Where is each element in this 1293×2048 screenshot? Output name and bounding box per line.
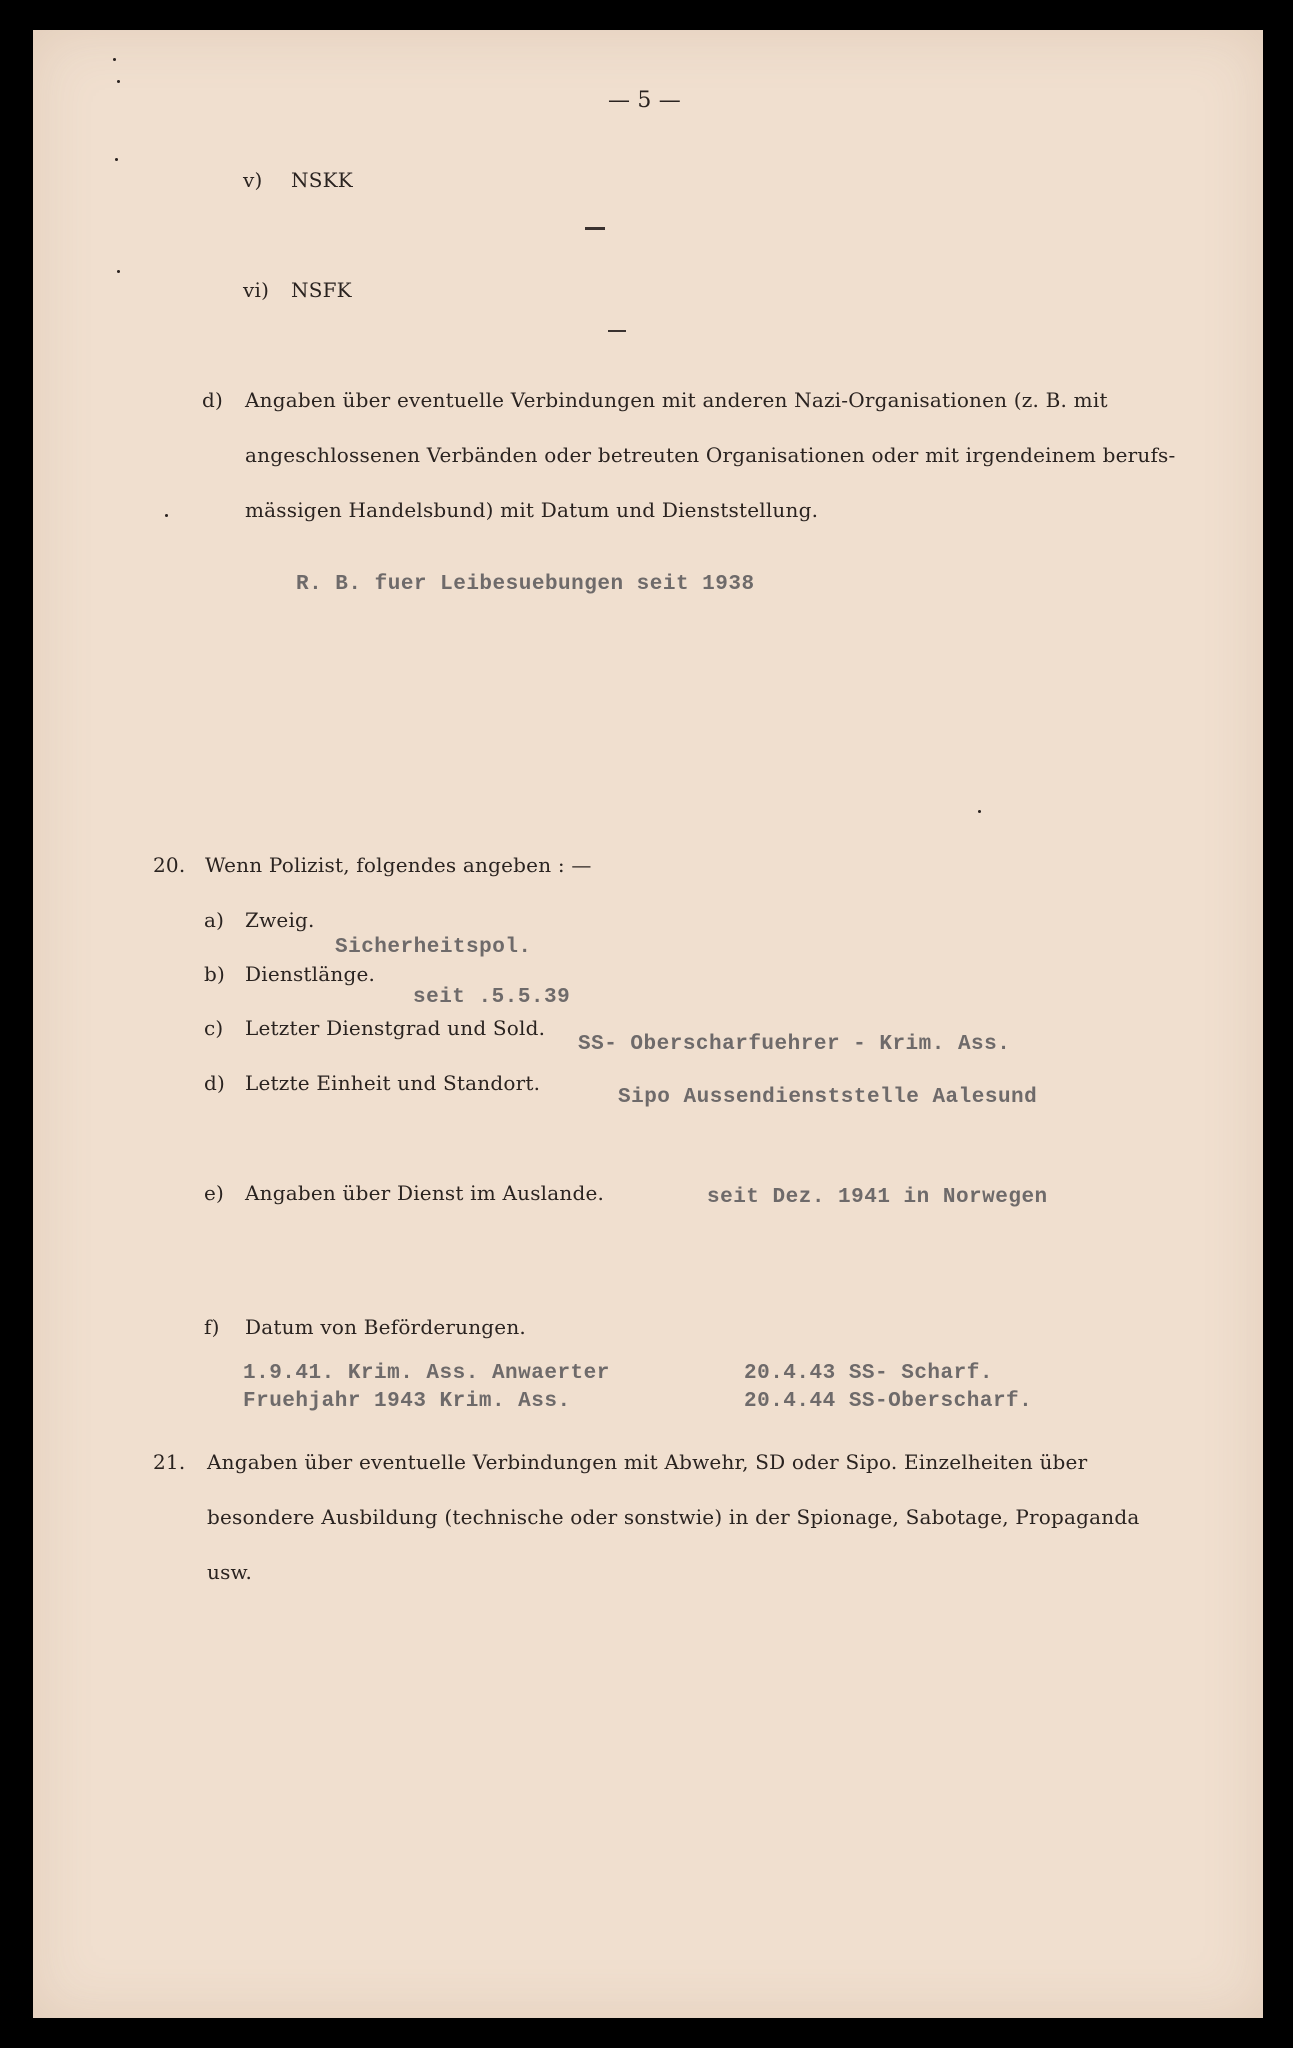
s20-c-text: Letzter Dienstgrad und Sold. bbox=[245, 1016, 546, 1040]
item-d-line3: mässigen Handelsbund) mit Datum und Dienststellung. bbox=[245, 498, 819, 522]
section20-title: Wenn Polizist, folgendes angeben : — bbox=[205, 853, 592, 877]
s20-c-label: c) bbox=[204, 1016, 224, 1040]
section21-line1: Angaben über eventuelle Verbindungen mit Abwehr, SD oder Sipo. Einzelheiten über bbox=[207, 1450, 1088, 1474]
blank-dash bbox=[608, 330, 626, 332]
blank-dash bbox=[585, 227, 605, 230]
s20-f-label: f) bbox=[204, 1315, 220, 1339]
item-vi-label: vi) bbox=[243, 278, 270, 302]
s20-e-text: Angaben über Dienst im Auslande. bbox=[245, 1181, 605, 1205]
section21-line3: usw. bbox=[207, 1560, 253, 1584]
s20-f-right-line2: 20.4.44 SS-Oberscharf. bbox=[744, 1390, 1033, 1413]
item-vi-text: NSFK bbox=[291, 278, 352, 302]
item-d-answer: R. B. fuer Leibesuebungen seit 1938 bbox=[296, 573, 755, 596]
ink-speck bbox=[117, 80, 120, 83]
s20-b-answer: seit .5.5.39 bbox=[413, 986, 571, 1009]
item-d-line2: angeschlossenen Verbänden oder betreuten Organisationen oder mit irgendeinem berufs- bbox=[245, 443, 1176, 467]
s20-b-text: Dienstlänge. bbox=[245, 962, 376, 986]
ink-speck bbox=[978, 810, 981, 813]
section21-line2: besondere Ausbildung (technische oder sonstwie) in der Spionage, Sabotage, Propaganda bbox=[207, 1505, 1140, 1529]
ink-speck bbox=[113, 58, 116, 61]
s20-a-text: Zweig. bbox=[245, 908, 315, 932]
s20-a-label: a) bbox=[204, 908, 225, 932]
s20-e-label: e) bbox=[204, 1181, 225, 1205]
item-d-line1: Angaben über eventuelle Verbindungen mit anderen Nazi-Organisationen (z. B. mit bbox=[245, 388, 1108, 412]
s20-b-label: b) bbox=[204, 962, 226, 986]
section20-number: 20. bbox=[153, 853, 186, 877]
ink-speck bbox=[115, 158, 118, 161]
ink-speck bbox=[117, 270, 120, 273]
item-v-label: v) bbox=[243, 168, 263, 192]
s20-d-text: Letzte Einheit und Standort. bbox=[245, 1071, 541, 1095]
document-page bbox=[33, 30, 1263, 2018]
ink-speck bbox=[165, 514, 168, 517]
s20-f-left-line1: 1.9.41. Krim. Ass. Anwaerter bbox=[243, 1362, 610, 1385]
s20-f-text: Datum von Beförderungen. bbox=[245, 1315, 526, 1339]
s20-f-left-line2: Fruehjahr 1943 Krim. Ass. bbox=[243, 1390, 571, 1413]
s20-e-answer: seit Dez. 1941 in Norwegen bbox=[707, 1186, 1048, 1209]
s20-d-answer: Sipo Aussendienststelle Aalesund bbox=[618, 1086, 1038, 1109]
section21-number: 21. bbox=[153, 1450, 186, 1474]
s20-a-answer: Sicherheitspol. bbox=[335, 936, 532, 959]
item-v-text: NSKK bbox=[291, 168, 353, 192]
s20-f-right-line1: 20.4.43 SS- Scharf. bbox=[744, 1362, 993, 1385]
s20-d-label: d) bbox=[204, 1071, 226, 1095]
page-number: — 5 — bbox=[608, 88, 681, 113]
item-d-label: d) bbox=[202, 388, 224, 412]
s20-c-answer: SS- Oberscharfuehrer - Krim. Ass. bbox=[578, 1033, 1011, 1056]
